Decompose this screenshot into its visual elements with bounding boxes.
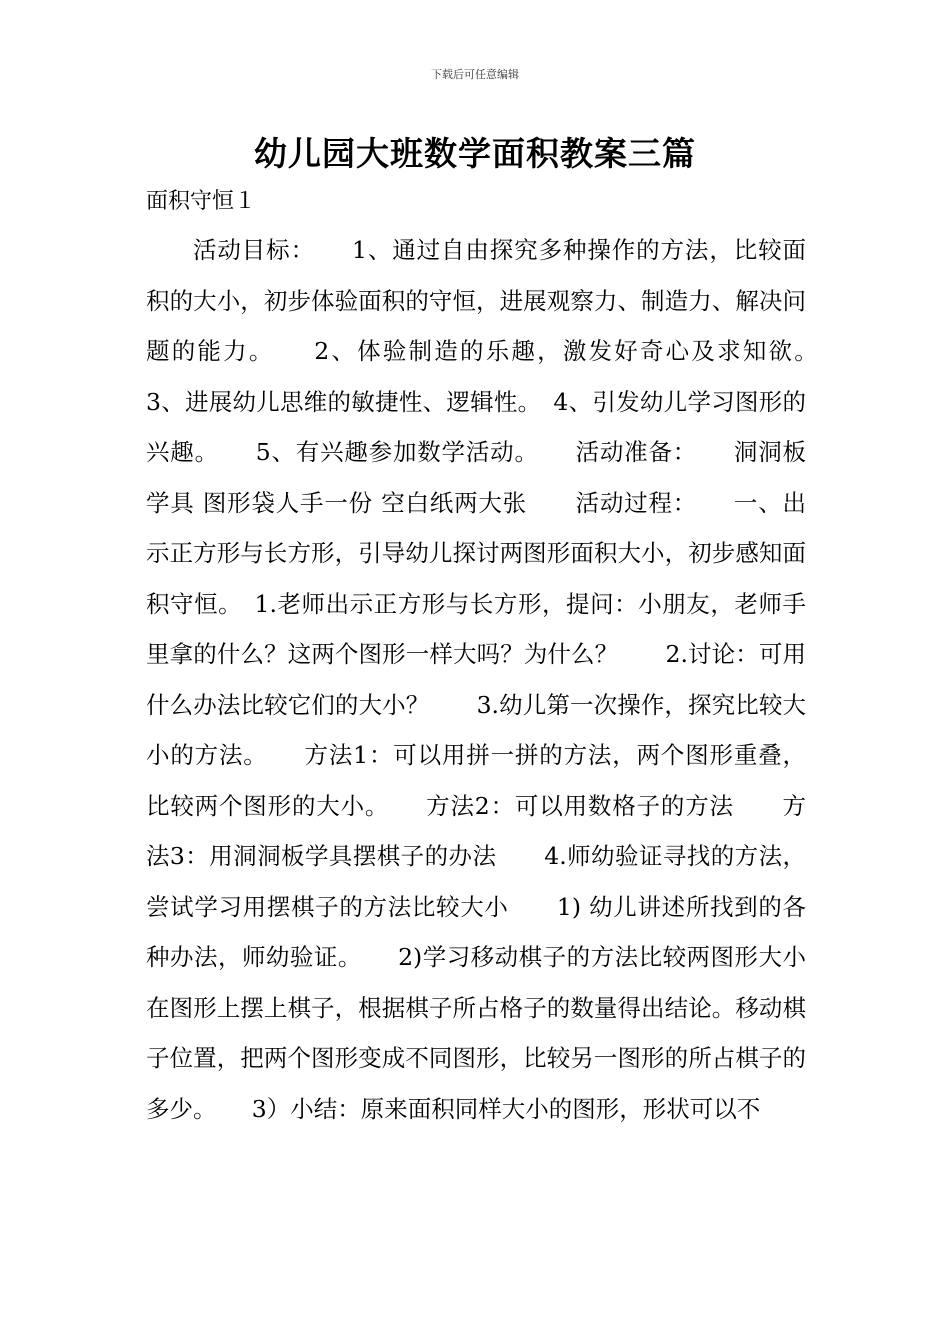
header-note: 下载后可任意编辑 (431, 68, 519, 81)
body-paragraph: 活动目标： 1、通过自由探究多种操作的方法，比较面积的大小，初步体验面积的守恒，进展观察力、制造力、解决问题的能力。 2、体验制造的乐趣，激发好奇心及求知欲。 3、进展幼儿思维的敏捷性、逻辑性。 4、引发幼儿学习图形的兴趣。 5、有兴趣参加数学活动。 活动准备： 洞洞板学具 图形袋人手一份 空白纸两大张 活动过程： 一、出示正方形与长方形，引导幼儿探讨两图形面积大小，初步感知面积守恒。 1.老师出示正方形与长方形，提问：小朋友，老师手里拿的什么？这两个图形一样大吗？为什么？ 2.讨论：可用什么办法比较它们的大小？ 3.幼儿第一次操作，探究比较大小的方法。 方法1：可以用拼一拼的方法，两个图形重叠，比较两个图形的大小。 方法2：可以用数格子的方法 方法3：用洞洞板学具摆棋子的办法 4.师幼验证寻找的方法，尝试学习用摆棋子的方法比较大小 1) 幼儿讲述所找到的各种办法，师幼验证。 2)学习移动棋子的方法比较两图形大小 在图形上摆上棋子，根据棋子所占格子的数量得出结论。移动棋子位置，把两个图形变成不同图形，比较另一图形的所占棋子的多少。 3）小结：原来面积同样大小的图形，形状可以不 (146, 236, 853, 1123)
section-heading: 面积守恒１ (146, 189, 257, 214)
document-title: 幼儿园大班数学面积教案三篇 (254, 134, 696, 173)
